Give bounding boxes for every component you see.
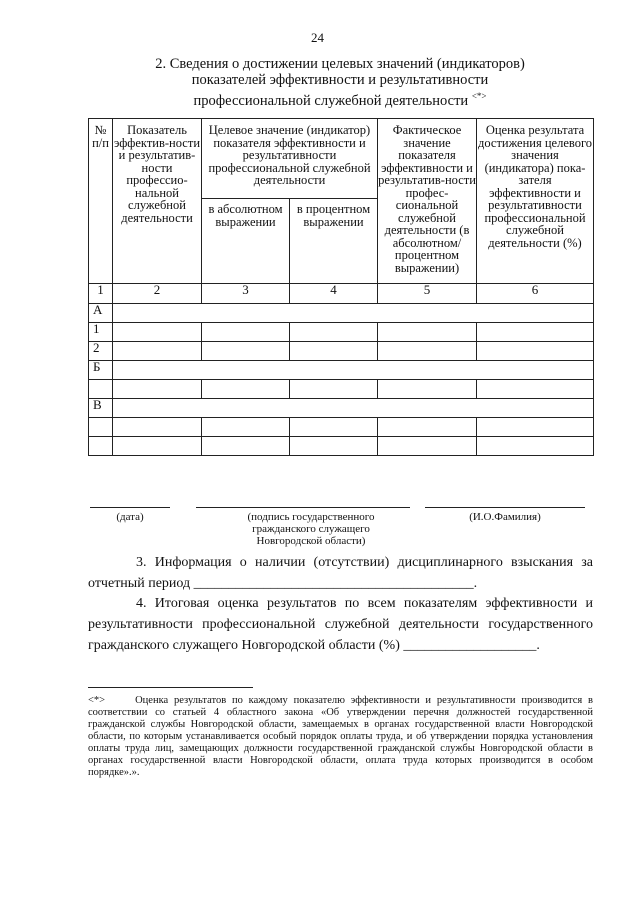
table-cell xyxy=(113,418,202,437)
table-cell xyxy=(290,380,378,399)
heading-footnote-mark: <*> xyxy=(471,91,487,101)
row-label: Б xyxy=(89,361,113,380)
page-number: 24 xyxy=(311,30,324,45)
table-cell xyxy=(113,323,202,342)
table-cell xyxy=(202,380,290,399)
table-cell xyxy=(477,418,594,437)
row-label xyxy=(89,437,113,456)
merged-cell xyxy=(113,399,594,418)
row-label: 2 xyxy=(89,342,113,361)
section-4-text: 4. Итоговая оценка результатов по всем показателям эффективности и результативности профессиональной служебной деятельности государственного гражданского служащего Новгородской области (%) ___________________. xyxy=(88,596,593,653)
column-number: 6 xyxy=(477,284,594,304)
footnote-text: Оценка результатов по каждому показателю эффективности и результативности производится в соответствии со статьей 4 областного закона «Об утверждении перечня должностей государственной гражданской службы Новгородской области, замещаемых в органах государственной власти Новгородской области, по которым устанавливается особый порядок оплаты труда, и об утверждении порядка установления оплаты труда лиц, замещающих должности государственной гражданской службы Новгородской области в органах государственной власти Новгородской области, оплата труда которых производится в особом порядке».». xyxy=(88,695,593,778)
table-cell xyxy=(290,418,378,437)
table-cell xyxy=(477,437,594,456)
footnote-mark: <*> xyxy=(88,695,106,706)
merged-cell xyxy=(113,304,594,323)
date-signature-line xyxy=(90,507,170,508)
table-cell xyxy=(378,437,477,456)
table-cell xyxy=(477,380,594,399)
section-3-text: 3. Информация о наличии (отсутствии) дисциплинарного взыскания за отчетный период ________________________________________. xyxy=(88,555,593,591)
table-cell xyxy=(378,380,477,399)
column-number: 3 xyxy=(202,284,290,304)
section-4-paragraph xyxy=(88,593,593,656)
header-assessment: Оценка результата достижения целевого значения (индикатора) пока-зателя эффективности и результативности профессиональной служебной деятельности (%) xyxy=(477,119,594,284)
signature-line xyxy=(196,507,410,508)
column-number: 4 xyxy=(290,284,378,304)
heading-line-3-text: профессиональной служебной деятельности xyxy=(193,92,469,109)
name-label: (И.О.Фамилия) xyxy=(469,511,541,523)
footnote-separator xyxy=(88,687,253,688)
table-row xyxy=(89,437,594,456)
table-row xyxy=(89,342,594,361)
header-target-value: Целевое значение (индикатор) показателя эффективности и результативности профессиональной служебной деятельности xyxy=(202,119,378,199)
header-number: № п/п xyxy=(89,119,113,284)
column-number: 2 xyxy=(113,284,202,304)
table-cell xyxy=(202,418,290,437)
table-cell xyxy=(290,323,378,342)
footnote xyxy=(88,695,593,779)
table-cell xyxy=(290,437,378,456)
table-row xyxy=(89,323,594,342)
table-cell xyxy=(113,342,202,361)
heading-line-2: показателей эффективности и результативности xyxy=(191,72,489,88)
table-row xyxy=(89,380,594,399)
signature-label: (подпись государственного гражданского служащего Новгородской области) xyxy=(247,511,375,547)
merged-cell xyxy=(113,361,594,380)
table-cell xyxy=(202,437,290,456)
row-label xyxy=(89,418,113,437)
table-row xyxy=(89,418,594,437)
table-row xyxy=(89,304,594,323)
row-label: А xyxy=(89,304,113,323)
section-3-paragraph xyxy=(88,552,593,594)
header-percent: в процентном выражении xyxy=(290,199,378,284)
table-cell xyxy=(477,342,594,361)
table-cell xyxy=(113,380,202,399)
table-row xyxy=(89,399,594,418)
header-indicator: Показатель эффектив-ности и результатив-ности профессио-нальной служебной деятельности xyxy=(113,119,202,284)
date-label: (дата) xyxy=(116,511,144,523)
heading-line-1: 2. Сведения о достижении целевых значений (индикаторов) xyxy=(155,56,525,72)
column-numbers-row xyxy=(89,284,594,304)
section-heading xyxy=(60,56,620,109)
table-cell xyxy=(113,437,202,456)
name-signature-line xyxy=(425,507,585,508)
table-cell xyxy=(290,342,378,361)
table-row xyxy=(89,361,594,380)
table-cell xyxy=(477,323,594,342)
table-cell xyxy=(378,418,477,437)
column-number: 1 xyxy=(89,284,113,304)
row-label: В xyxy=(89,399,113,418)
table-cell xyxy=(378,323,477,342)
header-actual-value: Фактическое значение показателя эффективности и результатив-ности профес-сиональной служебной деятельности (в абсолютном/ процентном выражении) xyxy=(378,119,477,284)
column-number: 5 xyxy=(378,284,477,304)
header-absolute: в абсолютном выражении xyxy=(202,199,290,284)
table-cell xyxy=(378,342,477,361)
row-label xyxy=(89,380,113,399)
row-label: 1 xyxy=(89,323,113,342)
table-cell xyxy=(202,323,290,342)
table-cell xyxy=(202,342,290,361)
heading-line-3 xyxy=(60,88,620,109)
indicators-table xyxy=(88,118,594,456)
